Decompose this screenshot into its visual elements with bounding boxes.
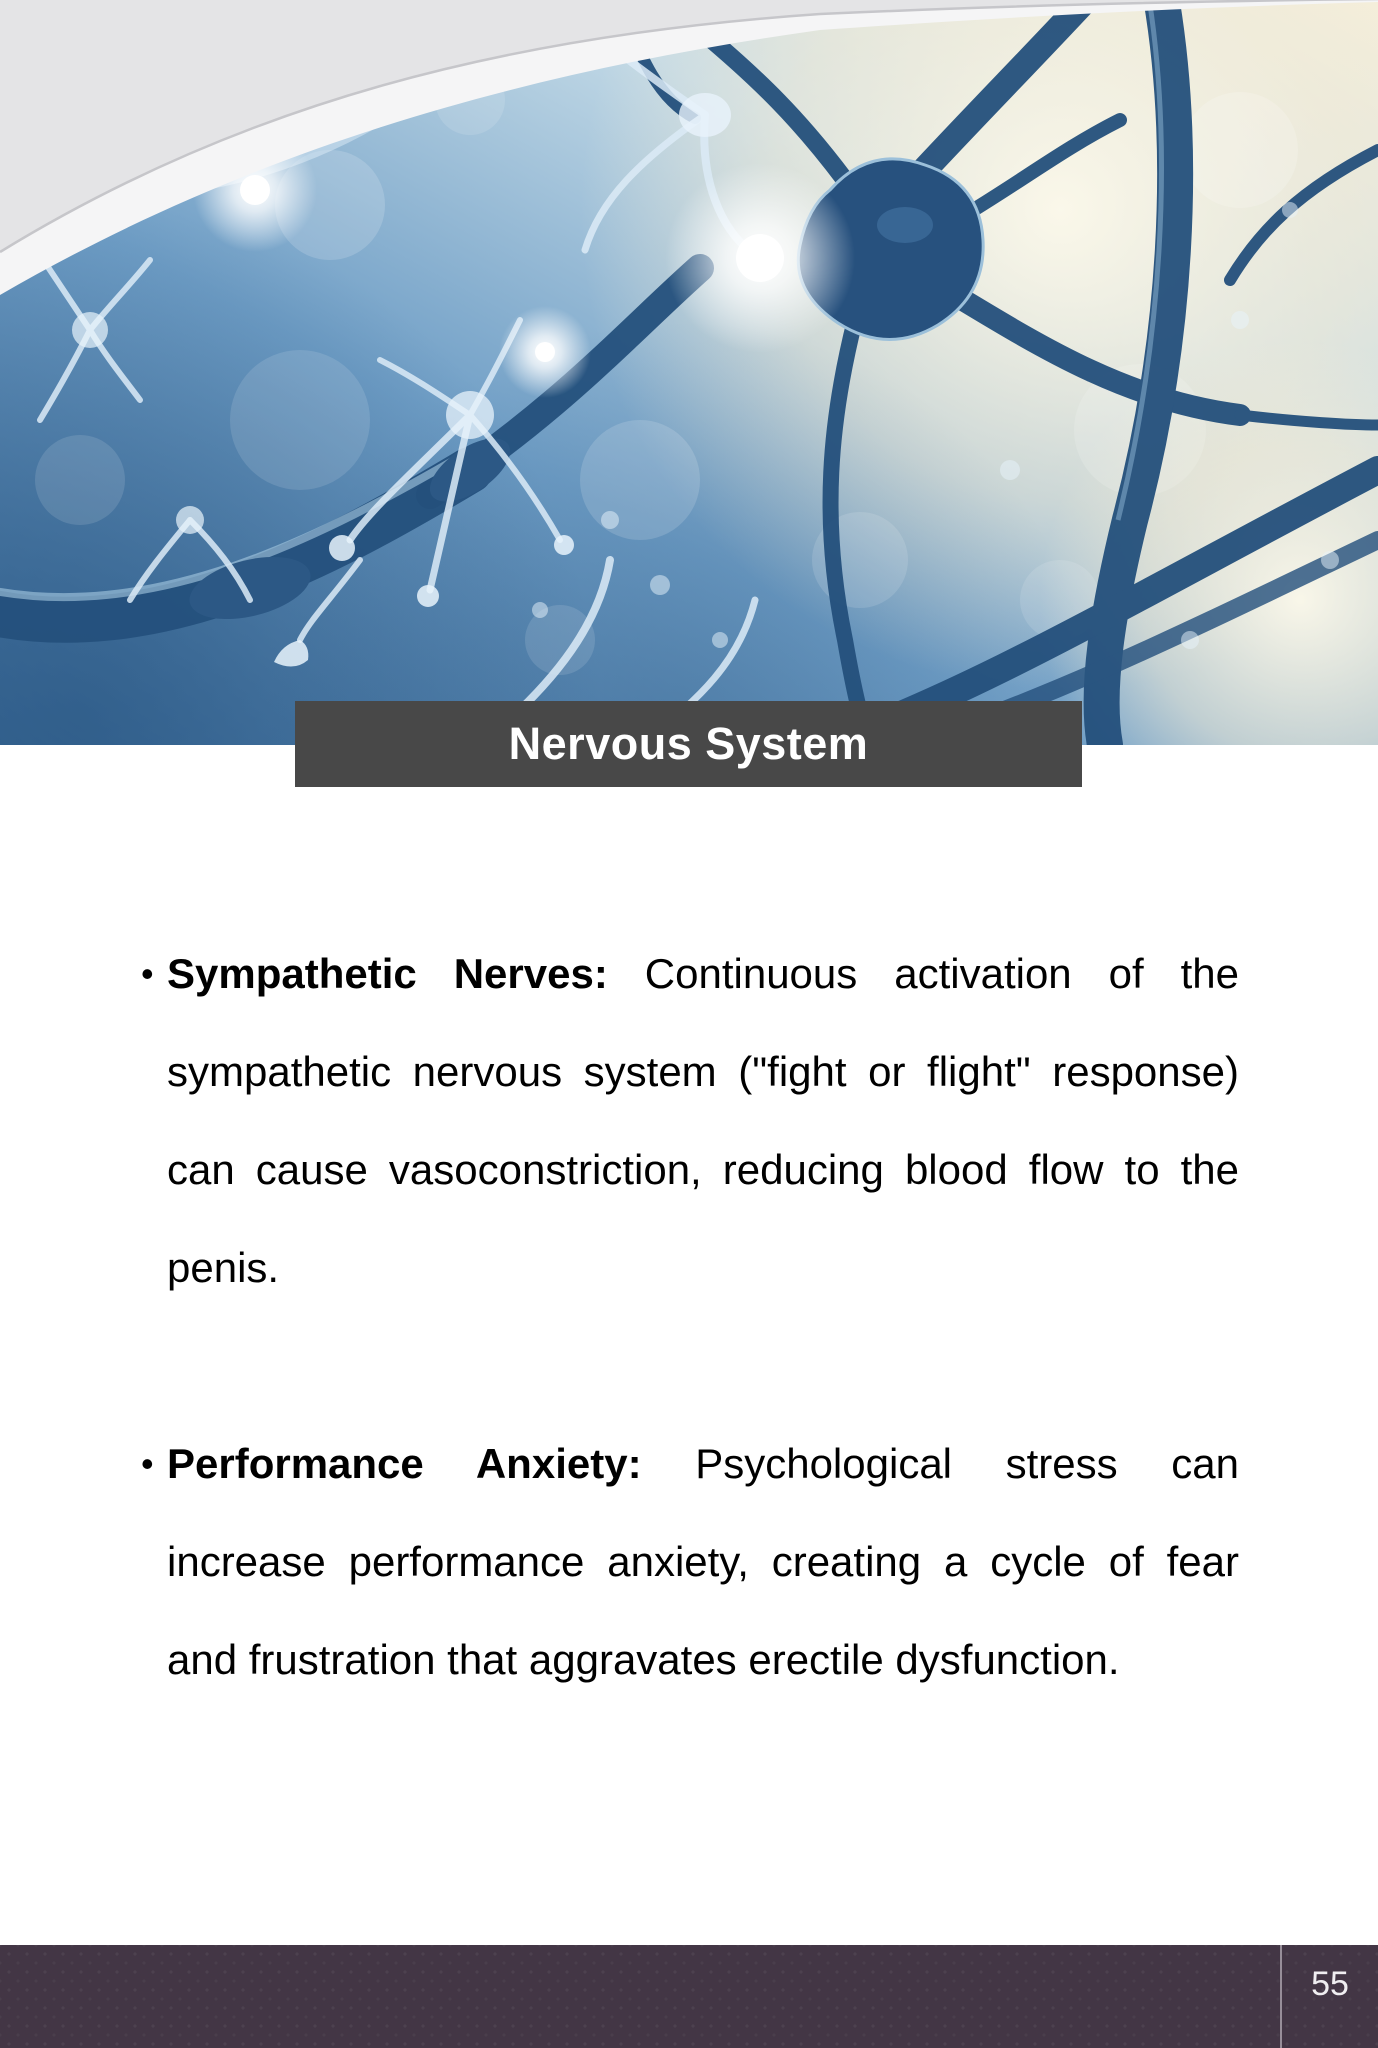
bullet-lead: Performance Anxiety: [167, 1440, 642, 1487]
bullet-text: Continuous activation of the sympathetic nervous system ("fight or flight" response) can cause vasoconstriction, reducing blood flow to the penis. [167, 950, 1239, 1291]
content [167, 925, 1239, 1807]
list-item-performance-anxiety [167, 1415, 1239, 1709]
section-title-bar [295, 701, 1082, 787]
footer [0, 1945, 1378, 2048]
bullet-list [167, 925, 1239, 1709]
list-item-sympathetic-nerves [167, 925, 1239, 1317]
bullet-lead: Sympathetic Nerves: [167, 950, 608, 997]
bullet-text: Psychological stress can increase performance anxiety, creating a cycle of fear and frustration that aggravates erectile dysfunction. [167, 1440, 1239, 1683]
nervous-system-photo [0, 0, 1378, 745]
header [0, 0, 1378, 769]
page-number: 55 [1311, 1965, 1349, 2003]
page-title: Nervous System [508, 718, 869, 769]
